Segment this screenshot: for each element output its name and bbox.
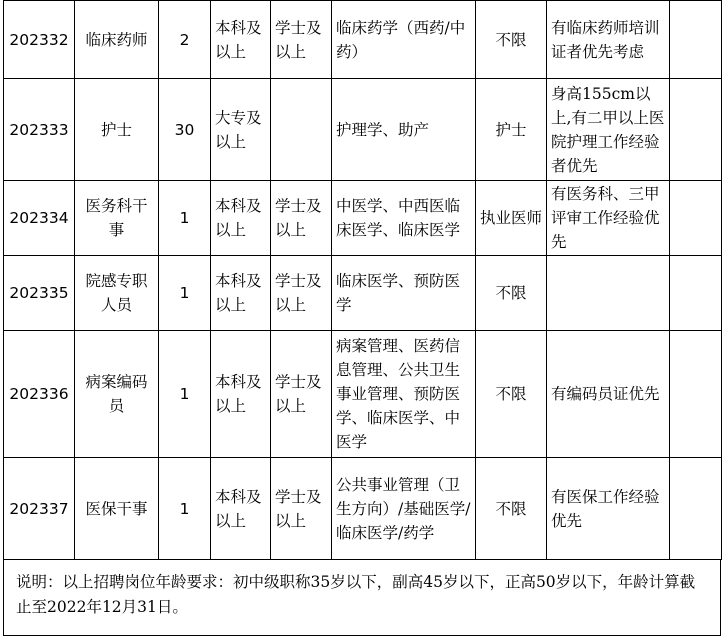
other-requirement: 有医务科、三甲评审工作经验优先 — [547, 181, 670, 256]
major-requirement: 病案管理、医药信息管理、公共卫生事业管理、预防医学、临床医学、中医学 — [332, 331, 476, 458]
post-name: 临床药师 — [75, 1, 159, 79]
hiring-count: 1 — [159, 458, 211, 560]
table-row — [4, 331, 722, 458]
other-requirement — [547, 256, 670, 331]
degree-requirement: 学士及以上 — [271, 458, 332, 560]
qualification-requirement: 不限 — [476, 331, 547, 458]
education-requirement: 本科及以上 — [211, 181, 271, 256]
post-name: 病案编码员 — [75, 331, 159, 458]
degree-requirement: 学士及以上 — [271, 181, 332, 256]
position-code: 202334 — [4, 181, 75, 256]
post-name: 医务科干事 — [75, 181, 159, 256]
post-name: 护士 — [75, 79, 159, 181]
post-name: 医保干事 — [75, 458, 159, 560]
major-requirement: 临床医学、预防医学 — [332, 256, 476, 331]
qualification-requirement: 不限 — [476, 256, 547, 331]
education-requirement: 大专及以上 — [211, 79, 271, 181]
degree-requirement: 学士及以上 — [271, 1, 332, 79]
education-requirement: 本科及以上 — [211, 331, 271, 458]
other-requirement: 有编码员证优先 — [547, 331, 670, 458]
table-row — [4, 256, 722, 331]
major-requirement: 护理学、助产 — [332, 79, 476, 181]
degree-requirement: 学士及以上 — [271, 331, 332, 458]
position-code: 202336 — [4, 331, 75, 458]
qualification-requirement: 不限 — [476, 1, 547, 79]
hiring-count: 30 — [159, 79, 211, 181]
education-requirement: 本科及以上 — [211, 458, 271, 560]
other-requirement: 有临床药师培训证者优先考虑 — [547, 1, 670, 79]
table-row — [4, 79, 722, 181]
qualification-requirement: 护士 — [476, 79, 547, 181]
position-code: 202335 — [4, 256, 75, 331]
position-code: 202332 — [4, 1, 75, 79]
table-row — [4, 1, 722, 79]
table-row — [4, 181, 722, 256]
position-code: 202333 — [4, 79, 75, 181]
degree-requirement: 学士及以上 — [271, 256, 332, 331]
qualification-requirement: 不限 — [476, 458, 547, 560]
empty-cell — [670, 79, 722, 181]
major-requirement: 临床药学（西药/中药） — [332, 1, 476, 79]
explanation-note — [3, 560, 721, 636]
qualification-requirement: 执业医师 — [476, 181, 547, 256]
post-name: 院感专职人员 — [75, 256, 159, 331]
empty-cell — [670, 181, 722, 256]
recruitment-table — [3, 0, 722, 560]
degree-requirement — [271, 79, 332, 181]
other-requirement: 有医保工作经验优先 — [547, 458, 670, 560]
recruitment-table-sheet — [3, 0, 721, 560]
note-text: 说明：以上招聘岗位年龄要求：初中级职称35岁以下，副高45岁以下，正高50岁以下，年龄计算截止至2022年12月31日。 — [16, 573, 696, 616]
other-requirement: 身高155cm以上,有二甲以上医院护理工作经验者优先 — [547, 79, 670, 181]
table-row — [4, 458, 722, 560]
empty-cell — [670, 1, 722, 79]
empty-cell — [670, 256, 722, 331]
hiring-count: 1 — [159, 181, 211, 256]
empty-cell — [670, 458, 722, 560]
education-requirement: 本科及以上 — [211, 256, 271, 331]
major-requirement: 中医学、中西医临床医学、临床医学 — [332, 181, 476, 256]
major-requirement: 公共事业管理（卫生方向）/基础医学/临床医学/药学 — [332, 458, 476, 560]
hiring-count: 1 — [159, 331, 211, 458]
position-code: 202337 — [4, 458, 75, 560]
education-requirement: 本科及以上 — [211, 1, 271, 79]
empty-cell — [670, 331, 722, 458]
hiring-count: 2 — [159, 1, 211, 79]
hiring-count: 1 — [159, 256, 211, 331]
